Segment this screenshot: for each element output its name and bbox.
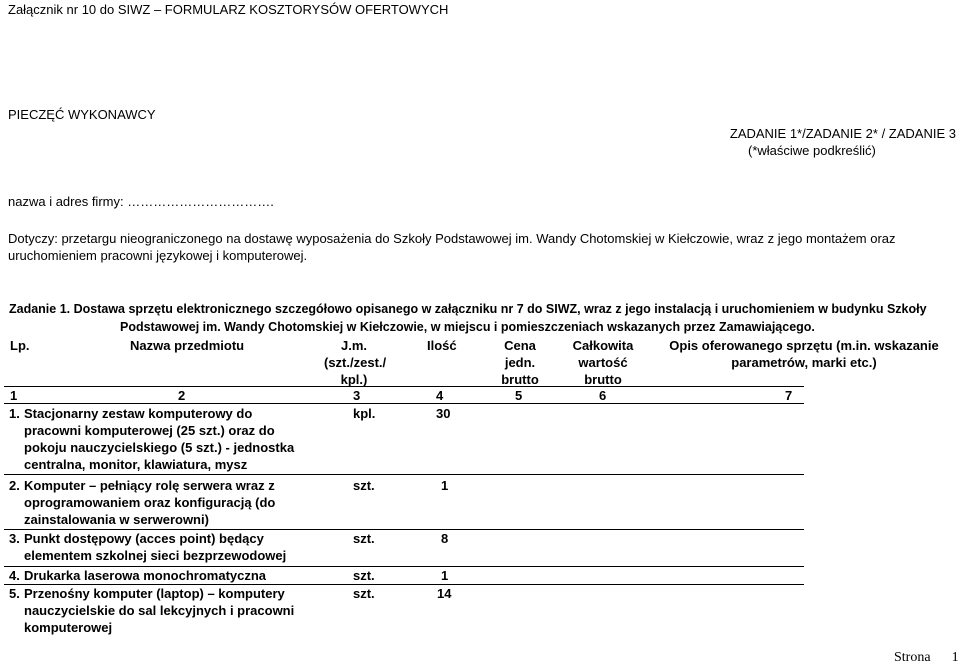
row-lp: 3. bbox=[9, 531, 20, 546]
row-unit: szt. bbox=[353, 568, 375, 583]
row-item-name: Przenośny komputer (laptop) – komputery nauczycielskie do sal lekcyjnych i pracowni komputerowej bbox=[24, 586, 295, 635]
zadanie-line-1: Zadanie 1. Dostawa sprzętu elektronicznego szczegółowo opisanego w załączniku nr 7 do SIWZ, wraz z jego instalacją i uruchomieniem w budynku Szkoły bbox=[9, 302, 927, 316]
header-price: Cena jedn. brutto bbox=[501, 338, 539, 387]
row-qty: 30 bbox=[436, 406, 451, 421]
header-total: Całkowita wartość brutto bbox=[572, 338, 634, 387]
row-lp: 1. bbox=[9, 406, 20, 421]
stamp-label: PIECZĘĆ WYKONAWCY bbox=[8, 107, 156, 122]
col-number: 4 bbox=[436, 388, 444, 403]
subject-line-2: uruchomieniem pracowni językowej i komputerowej. bbox=[8, 248, 308, 263]
row-lp: 4. bbox=[9, 568, 20, 583]
row-unit: szt. bbox=[353, 586, 375, 601]
row-lp: 5. bbox=[9, 586, 20, 601]
header-qty: Ilość bbox=[427, 338, 457, 353]
row-qty: 14 bbox=[437, 586, 452, 601]
row-item-name: Komputer – pełniący rolę serwera wraz z oprogramowaniem oraz konfiguracją (do zainstalowania w serwerowni) bbox=[24, 478, 276, 527]
task-note: (*właściwe podkreślić) bbox=[748, 143, 876, 158]
subject-line-1: Dotyczy: przetargu nieograniczonego na dostawę wyposażenia do Szkoły Podstawowej im. Wandy Chotomskiej w Kiełczowie, wraz z jego montażem oraz bbox=[8, 231, 896, 246]
col-number: 7 bbox=[785, 388, 793, 403]
col-number: 1 bbox=[10, 388, 18, 403]
page-number: 1 bbox=[951, 650, 959, 665]
row-lp: 2. bbox=[9, 478, 20, 493]
header-desc: Opis oferowanego sprzętu (m.in. wskazanie parametrów, marki etc.) bbox=[669, 338, 939, 370]
zadanie-line-2: Podstawowej im. Wandy Chotomskiej w Kiełczowie, w miejscu i pomieszczeniach wskazanych przez Zamawiającego. bbox=[120, 320, 815, 334]
document-title: Załącznik nr 10 do SIWZ – FORMULARZ KOSZTORYSÓW OFERTOWYCH bbox=[8, 2, 449, 17]
task-selection: ZADANIE 1*/ZADANIE 2* / ZADANIE 3 bbox=[729, 126, 956, 141]
row-item-name: Drukarka laserowa monochromatyczna bbox=[24, 568, 267, 583]
table-rule bbox=[4, 386, 804, 387]
col-number: 2 bbox=[178, 388, 186, 403]
row-unit: szt. bbox=[353, 478, 375, 493]
row-qty: 1 bbox=[441, 568, 449, 583]
col-number: 6 bbox=[599, 388, 607, 403]
col-number: 3 bbox=[353, 388, 361, 403]
row-unit: szt. bbox=[353, 531, 375, 546]
table-rule bbox=[4, 474, 804, 475]
row-unit: kpl. bbox=[353, 406, 376, 421]
page-label: Strona bbox=[894, 650, 931, 665]
header-unit: J.m. (szt./zest./ kpl.) bbox=[324, 338, 387, 387]
firm-label: nazwa i adres firmy: ……………………………. bbox=[8, 194, 274, 209]
table-rule bbox=[4, 403, 804, 404]
col-number: 5 bbox=[515, 388, 523, 403]
row-qty: 1 bbox=[441, 478, 449, 493]
row-item-name: Punkt dostępowy (acces point) będący elementem szkolnej sieci bezprzewodowej bbox=[24, 531, 287, 563]
header-lp: Lp. bbox=[10, 338, 30, 353]
row-item-name: Stacjonarny zestaw komputerowy do pracowni komputerowej (25 szt.) oraz do pokoju nauczycielskiego (5 szt.) - jednostka centralna, monitor, klawiatura, mysz bbox=[24, 406, 295, 472]
row-qty: 8 bbox=[441, 531, 449, 546]
header-name: Nazwa przedmiotu bbox=[130, 338, 245, 353]
